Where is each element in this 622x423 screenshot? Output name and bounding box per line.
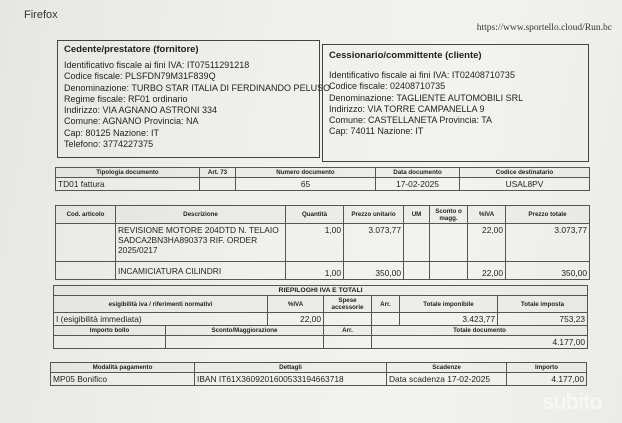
payment-due-date: Data scadenza 17-02-2025: [387, 373, 507, 386]
line-total: 3.073,77: [506, 224, 590, 262]
watermark-logo: subito: [542, 389, 602, 414]
payment-header: Scadenze: [387, 363, 507, 373]
line-price: 350,00: [344, 262, 404, 280]
table-row: [54, 313, 588, 326]
total-header: Importo bollo: [54, 326, 166, 336]
line-description-text: INCAMICIATURA CILINDRI: [118, 265, 222, 276]
line-description-text: SADCA2BN3HA890373 RIF. ORDER: [118, 235, 258, 245]
lines-header: Quantità: [286, 206, 344, 224]
vat-accessory-costs: [324, 313, 372, 326]
lines-header: Descrizione: [116, 206, 286, 224]
line-description-text: REVISIONE MOTORE 204DTD N. TELAIO: [118, 225, 279, 235]
vat-summary-header: esigibilità iva / riferimenti normativi: [54, 296, 268, 313]
lines-header: Sconto o magg.: [430, 206, 468, 224]
vat-summary-header: Spese accessorie: [324, 296, 372, 313]
document-info-table: [55, 167, 590, 191]
lines-header: Prezzo totale: [506, 206, 590, 224]
payment-header: Modalità pagamento: [51, 363, 195, 373]
line-um: [404, 224, 430, 262]
line-vat: 22,00: [468, 262, 506, 280]
doc-art73: [200, 178, 236, 191]
doc-header: Codice destinatario: [460, 168, 590, 178]
lines-header: Prezzo unitario: [344, 206, 404, 224]
cedente-line: Regime fiscale: RF01 ordinario: [64, 93, 188, 104]
total-rounding: [324, 336, 372, 349]
document-total: 4.177,00: [372, 336, 588, 349]
cedente-line: Cap: 80125 Nazione: IT: [64, 127, 160, 138]
doc-header: Art. 73: [200, 168, 236, 178]
vat-summary-table: [53, 285, 588, 349]
table-row: [56, 262, 590, 280]
cessionario-header: Cessionario/committente (cliente): [329, 50, 482, 61]
cedente-line: Telefono: 3774227375: [64, 139, 154, 150]
browser-url[interactable]: https://www.sportello.cloud/Run.bc: [476, 23, 612, 33]
cedente-line: Codice fiscale: PLSFDN79M31F839Q: [64, 71, 216, 82]
doc-header: Numero documento: [236, 168, 376, 178]
lines-header: %IVA: [468, 206, 506, 224]
cedente-header: Cedente/prestatore (fornitore): [64, 44, 199, 55]
browser-title: Firefox: [24, 9, 58, 21]
vat-summary-title: RIEPILOGHI IVA E TOTALI: [54, 286, 588, 296]
line-qty: 1,00: [286, 224, 344, 262]
doc-recipient-code: USAL8PV: [460, 178, 590, 191]
vat-summary-header: Totale imponibile: [400, 296, 498, 313]
doc-number: 65: [236, 178, 376, 191]
cedente-box: [57, 40, 331, 158]
cedente-line: Indirizzo: VIA AGNANO ASTRONI 334: [64, 105, 218, 116]
vat-rounding: [372, 313, 400, 326]
line-qty: 1,00: [286, 262, 344, 280]
payment-header: Dettagli: [195, 363, 387, 373]
line-description-text: 2025/0217: [118, 245, 158, 255]
discount-markup: [166, 336, 324, 349]
payment-method: MP05 Bonifico: [51, 373, 195, 386]
total-header: Totale documento: [372, 326, 588, 336]
cessionario-line: Identificativo fiscale ai fini IVA: IT02408710735: [329, 70, 515, 80]
vat-summary-header: Arr.: [372, 296, 400, 313]
line-code: [56, 224, 116, 262]
vat-taxable-total: 3.423,77: [400, 313, 498, 326]
cessionario-line: Codice fiscale: 02408710735: [329, 81, 446, 92]
vat-tax-total: 753,23: [498, 313, 588, 326]
table-row: [56, 224, 590, 262]
line-price: 3.073,77: [344, 224, 404, 262]
line-description: [116, 262, 286, 280]
line-total: 350,00: [506, 262, 590, 280]
stamp-duty: [54, 336, 166, 349]
cedente-line: Identificativo fiscale ai fini IVA: IT07511291218: [64, 60, 250, 70]
line-um: [404, 262, 430, 280]
line-code: [56, 262, 116, 280]
vat-summary-header: Totale imposta: [498, 296, 588, 313]
line-discount: [430, 224, 468, 262]
table-row: [51, 373, 587, 386]
doc-type: TD01 fattura: [56, 178, 200, 191]
vat-summary-header: %IVA: [268, 296, 324, 313]
payment-amount: 4.177,00: [507, 373, 587, 386]
line-discount: [430, 262, 468, 280]
cessionario-line: Denominazione: TAGLIENTE AUTOMOBILI SRL: [329, 92, 524, 103]
line-vat: 22,00: [468, 224, 506, 262]
doc-header: Data documento: [376, 168, 460, 178]
payment-table: [50, 362, 587, 386]
cedente-line: Comune: AGNANO Provincia: NA: [64, 116, 199, 127]
lines-header: UM: [404, 206, 430, 224]
payment-iban: IBAN IT61X3609201600533194663718: [195, 373, 387, 386]
lines-header: Cod. articolo: [56, 206, 116, 224]
total-header: Arr.: [324, 326, 372, 336]
cessionario-line: Comune: CASTELLANETA Provincia: TA: [329, 115, 493, 126]
payment-header: Importo: [507, 363, 587, 373]
cessionario-line: Cap: 74011 Nazione: IT: [329, 126, 424, 137]
line-description: [116, 224, 286, 262]
cessionario-box: [322, 44, 589, 162]
doc-date: 17-02-2025: [376, 178, 460, 191]
cedente-line: Denominazione: TURBO STAR ITALIA DI FERDINANDO PELUSO: [64, 82, 331, 93]
table-row: [54, 336, 588, 349]
doc-header: Tipologia documento: [56, 168, 200, 178]
vat-rate: 22,00: [268, 313, 324, 326]
vat-eligibility: I (esigibilità immediata): [54, 313, 268, 326]
invoice-lines-table: [55, 205, 590, 280]
total-header: Sconto/Maggiorazione: [166, 326, 324, 336]
cessionario-line: Indirizzo: VIA TORRE CAMPANELLA 9: [329, 103, 485, 114]
